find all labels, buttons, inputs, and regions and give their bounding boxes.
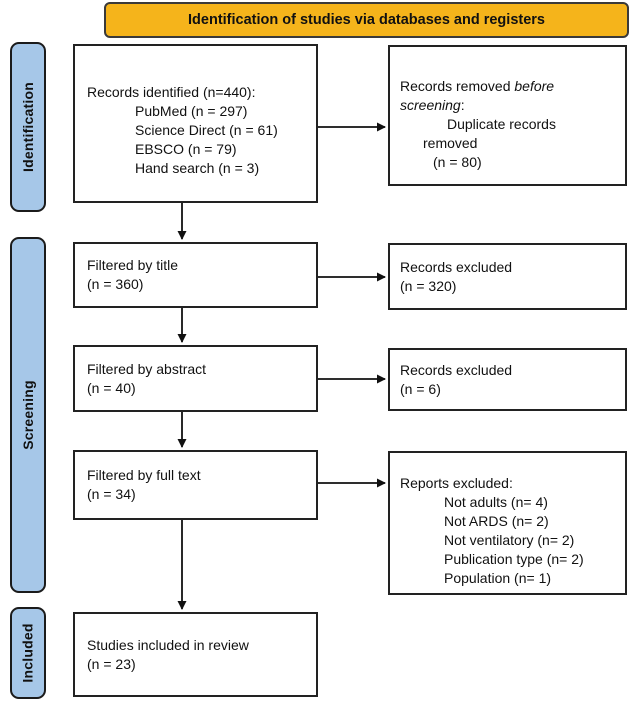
box-records-excluded-abstract (388, 348, 627, 411)
text-line: Filtered by full text (87, 467, 201, 483)
text-line: Records identified (n=440): (87, 84, 256, 100)
text-line: Not ventilatory (n= 2) (444, 532, 575, 548)
text-line: Filtered by title (87, 257, 179, 273)
box-records-identified (73, 44, 318, 203)
text-line: (n = 40) (87, 379, 136, 396)
box-reports-excluded (388, 451, 627, 595)
text-line: (n = 6) (400, 380, 441, 397)
text-line: (n = 23) (87, 655, 136, 672)
text-line: Records removed before (400, 78, 555, 94)
text-line: Studies included in review (87, 636, 249, 653)
stage-label-screening-text: Screening (20, 380, 36, 450)
text-line: (n = 320) (400, 277, 457, 294)
text-line: Not adults (n= 4) (444, 494, 548, 510)
text-line: Publication type (n= 2) (444, 551, 584, 567)
banner-identification-via-databases: Identification of studies via databases and registers (104, 2, 629, 38)
box-records-removed-before-screening (388, 45, 627, 186)
text-line: (n = 34) (87, 486, 136, 502)
box-records-excluded-title (388, 243, 627, 310)
text-line: Duplicate records (447, 116, 556, 132)
text-line: (n = 360) (87, 276, 144, 292)
stage-label-screening (10, 237, 46, 593)
stage-label-identification (10, 42, 46, 212)
text-line: Records excluded (400, 361, 513, 378)
box-studies-included-in-review (73, 612, 318, 697)
text-line: PubMed (n = 297) (135, 103, 248, 119)
text-line: EBSCO (n = 79) (135, 141, 237, 157)
text-line: (n = 80) (433, 154, 482, 170)
text-line: Records excluded (400, 258, 513, 275)
stage-label-identification-text: Identification (20, 82, 37, 172)
text-line: Hand search (n = 3) (135, 160, 260, 176)
stage-label-included-text: Included (20, 623, 37, 683)
text-line: removed (423, 135, 478, 151)
text-line: screening: (400, 97, 465, 113)
box-filtered-by-full-text (73, 450, 318, 520)
text-line: Population (n= 1) (444, 570, 552, 586)
text-line: Filtered by abstract (87, 360, 207, 377)
text-line: Science Direct (n = 61) (135, 122, 278, 138)
box-filtered-by-abstract (73, 345, 318, 412)
stage-label-included (10, 607, 46, 699)
box-filtered-by-title (73, 242, 318, 308)
text-line: Reports excluded: (400, 475, 513, 491)
text-line: Not ARDS (n= 2) (444, 513, 549, 529)
